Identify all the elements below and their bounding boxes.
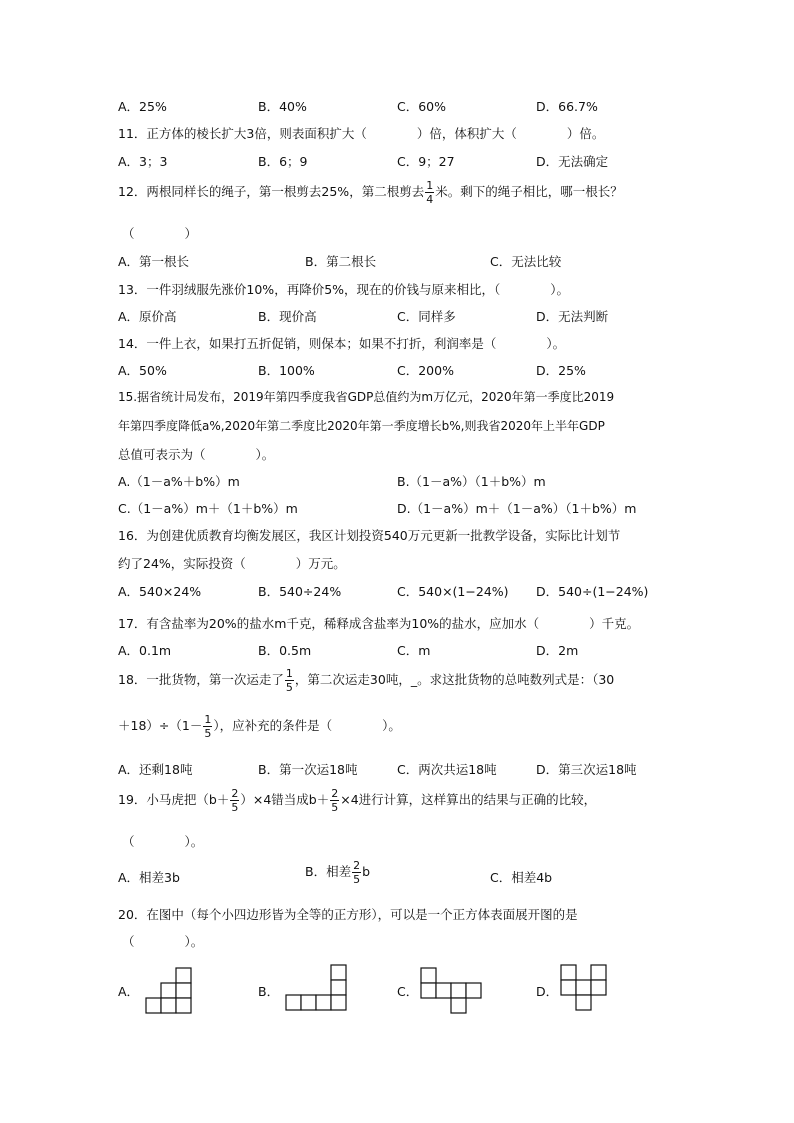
q15-option-d[interactable]: D.（1－a%）m＋（1－a%）（1＋b%）m [397, 501, 637, 516]
q20-option-a-label[interactable]: A． [118, 984, 140, 999]
q15-stem-line3: 总值可表示为（ ）。 [118, 447, 275, 462]
q10-option-a[interactable]: A．25% [118, 99, 167, 114]
q19-option-b-fraction: $\frac{2}{5}$ [353, 859, 361, 886]
q17-option-a[interactable]: A．0.1m [118, 643, 172, 658]
q17-stem: 17．有含盐率为20%的盐水m千克，稀释成含盐率为10%的盐水，应加水（ ）千克。 [118, 616, 640, 631]
net-square [436, 983, 451, 998]
q11-stem: 11．正方体的棱长扩大3倍，则表面积扩大（ ）倍，体积扩大（ ）倍。 [118, 126, 605, 141]
q12-stem [118, 180, 623, 205]
net-square [161, 998, 176, 1013]
q10-option-b[interactable]: B．40% [258, 99, 307, 114]
q20-option-b-net[interactable] [286, 965, 350, 1013]
q18-stem-line1 [118, 668, 614, 693]
q17-option-b[interactable]: B．0.5m [258, 643, 312, 658]
q14-option-d[interactable]: D．25% [536, 363, 586, 378]
q13-stem: 13．一件羽绒服先涨价10%，再降价5%，现在的价钱与原来相比，（ ）。 [118, 282, 570, 297]
q15-option-c[interactable]: C.（1－a%）m＋（1＋b%）m [118, 501, 298, 516]
q13-option-d[interactable]: D．无法判断 [536, 309, 609, 324]
q10-option-c[interactable]: C．60% [397, 99, 447, 114]
net-square [161, 983, 176, 998]
net-square [331, 980, 346, 995]
q19-option-c[interactable]: C．相差4b [490, 870, 553, 885]
q14-option-b[interactable]: B．100% [258, 363, 315, 378]
q19-fraction-2: $\frac{2}{5}$ [331, 787, 339, 814]
net-square [146, 998, 161, 1013]
q12-stem-post: 米。剩下的绳子相比，哪一根长？ [435, 184, 623, 199]
q14-option-c[interactable]: C．200% [397, 363, 454, 378]
net-square [591, 980, 606, 995]
q15-option-b[interactable]: B.（1－a%）（1＋b%）m [397, 474, 546, 489]
q19-stem-mid: ）×4错当成b＋ [240, 792, 330, 807]
q18-option-b[interactable]: B．第一次运18吨 [258, 762, 358, 777]
q18-option-c[interactable]: C．两次共运18吨 [397, 762, 497, 777]
net-square [451, 998, 466, 1013]
q20-option-b-label[interactable]: B． [258, 984, 280, 999]
net-square [176, 998, 191, 1013]
q20-option-c-net[interactable] [421, 968, 485, 1016]
q13-option-b[interactable]: B．现价高 [258, 309, 317, 324]
q17-option-c[interactable]: C．m [397, 643, 431, 658]
net-square [176, 968, 191, 983]
q11-option-c[interactable]: C．9；27 [397, 154, 455, 169]
net-square [316, 995, 331, 1010]
q18-fraction: $\frac{1}{5}$ [285, 667, 293, 694]
q19-stem-pre: 19．小马虎把（b＋ [118, 792, 230, 807]
q19-stem [118, 788, 596, 813]
q17-option-d[interactable]: D．2m [536, 643, 579, 658]
q19-stem-post: ×4进行计算，这样算出的结果与正确的比较， [340, 792, 597, 807]
q16-option-b[interactable]: B．540÷24% [258, 584, 342, 599]
q13-option-c[interactable]: C．同样多 [397, 309, 456, 324]
q15-stem-line1: 15.据省统计局发布，2019年第四季度我省GDP总值约为m万亿元，2020年第一季度比2019 [118, 390, 615, 404]
net-square [286, 995, 301, 1010]
q20-option-d-net[interactable] [561, 965, 609, 1013]
net-square [176, 983, 191, 998]
q16-option-d[interactable]: D．540÷(1−24%) [536, 584, 649, 599]
q11-option-d[interactable]: D．无法确定 [536, 154, 609, 169]
q20-option-c-label[interactable]: C． [397, 984, 419, 999]
net-square [561, 965, 576, 980]
q16-stem-line2: 约了24%，实际投资（ ）万元。 [118, 556, 346, 571]
q19-option-b-post: b [362, 864, 371, 879]
q18-line2-pre: ＋18）÷（1－ [118, 718, 203, 733]
q15-option-a[interactable]: A.（1－a%＋b%）m [118, 474, 240, 489]
q14-stem: 14．一件上衣，如果打五折促销，则保本；如果不打折，利润率是（ ）。 [118, 336, 566, 351]
q20-option-d-label[interactable]: D． [536, 984, 559, 999]
net-square [466, 983, 481, 998]
net-square [561, 980, 576, 995]
q20-option-a-net[interactable] [146, 968, 194, 1014]
q12-stem-pre: 12．两根同样长的绳子，第一根剪去25%，第二根剪去 [118, 184, 425, 199]
net-square [421, 968, 436, 983]
net-square [331, 965, 346, 980]
q16-option-c[interactable]: C．540×(1−24%) [397, 584, 509, 599]
q19-option-b-pre: B．相差 [305, 864, 352, 879]
q12-option-c[interactable]: C．无法比较 [490, 254, 562, 269]
q19-option-a[interactable]: A．相差3b [118, 870, 180, 885]
q19-option-b[interactable] [305, 860, 370, 885]
q13-option-a[interactable]: A．原价高 [118, 309, 177, 324]
q18-fraction-2: $\frac{1}{5}$ [204, 713, 212, 740]
net-square [576, 995, 591, 1010]
net-square [451, 983, 466, 998]
q10-option-d[interactable]: D．66.7% [536, 99, 598, 114]
q20-stem: 20．在图中（每个小四边形皆为全等的正方形），可以是一个正方体表面展开图的是 [118, 907, 578, 922]
q18-stem-pre: 18．一批货物，第一次运走了 [118, 672, 284, 687]
q11-option-b[interactable]: B．6；9 [258, 154, 308, 169]
net-square [591, 965, 606, 980]
q20-answer-paren[interactable]: （ ）。 [122, 934, 204, 949]
q12-option-b[interactable]: B．第二根长 [305, 254, 377, 269]
q18-stem-post: ，第二次运走30吨，_。求这批货物的总吨数列式是：（30 [294, 672, 615, 687]
q11-option-a[interactable]: A．3；3 [118, 154, 168, 169]
q16-option-a[interactable]: A．540×24% [118, 584, 202, 599]
q15-stem-line2: 年第四季度降低a%,2020年第二季度比2020年第一季度增长b%,则我省2020年上半年GDP [118, 419, 605, 433]
q19-fraction: $\frac{2}{5}$ [231, 787, 239, 814]
q16-stem-line1: 16．为创建优质教育均衡发展区，我区计划投资540万元更新一批教学设备，实际比计划节 [118, 528, 621, 543]
net-square [301, 995, 316, 1010]
q12-answer-paren[interactable]: （ ） [122, 226, 198, 241]
net-square [421, 983, 436, 998]
q14-option-a[interactable]: A．50% [118, 363, 167, 378]
net-square [576, 980, 591, 995]
q19-answer-paren[interactable]: （ ）。 [122, 834, 204, 849]
q12-fraction: $\frac{1}{4}$ [426, 179, 434, 206]
q12-option-a[interactable]: A．第一根长 [118, 254, 190, 269]
q18-stem-line2 [118, 714, 401, 739]
q18-option-a[interactable]: A．还剩18吨 [118, 762, 193, 777]
q18-line2-post: ），应补充的条件是（ ）。 [213, 718, 401, 733]
net-square [331, 995, 346, 1010]
q18-option-d[interactable]: D．第三次运18吨 [536, 762, 637, 777]
